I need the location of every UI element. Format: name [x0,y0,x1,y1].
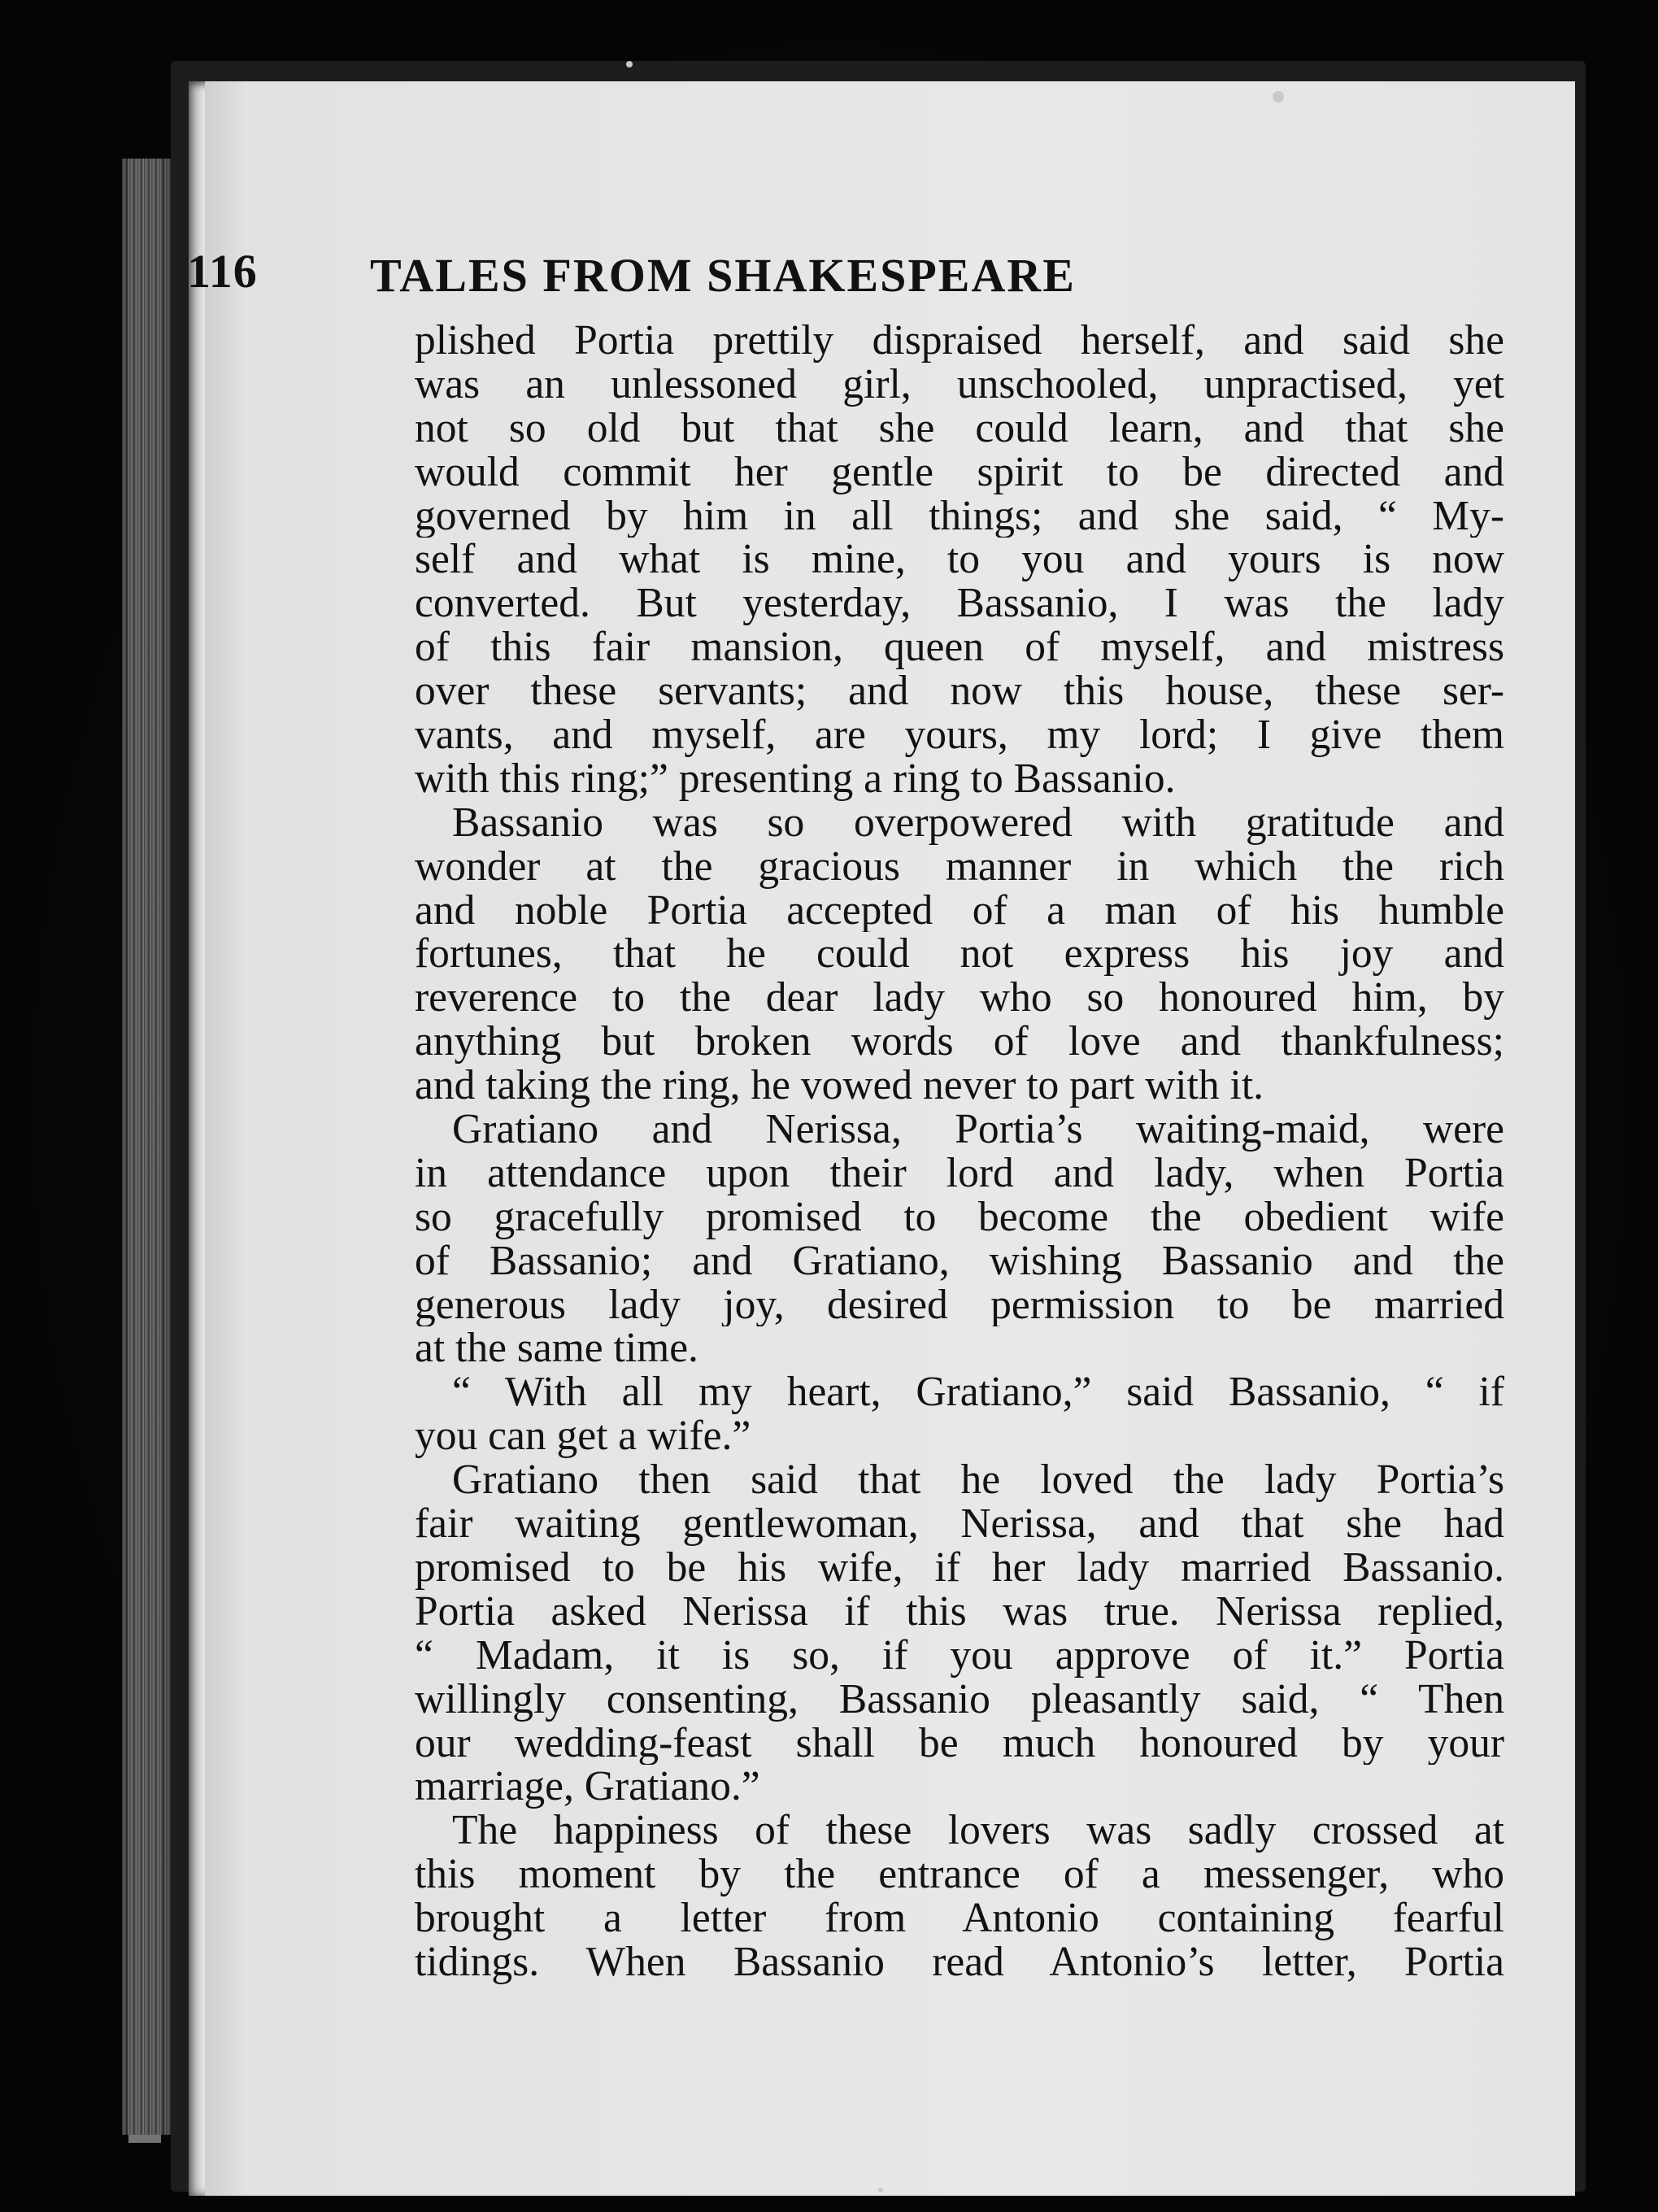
running-head: TALES FROM SHAKESPEARE [370,249,1076,302]
text-line: over these servants; and now this house, these ser- [415,669,1504,714]
text-line: would commit her gentle spirit to be directed and [415,450,1504,494]
text-line: fair waiting gentlewoman, Nerissa, and that she had [415,1502,1504,1546]
text-line: with this ring;” presenting a ring to Bassanio. [415,756,1176,801]
text-line: in attendance upon their lord and lady, when Portia [415,1151,1504,1195]
text-line: Bassanio was so overpowered with gratitude and [452,800,1504,845]
text-line: Gratiano and Nerissa, Portia’s waiting-maid, were [452,1108,1504,1152]
text-line: you can get a wife.” [415,1414,751,1459]
text-line: marriage, Gratiano.” [415,1765,760,1809]
text-line: wonder at the gracious manner in which the rich [415,844,1504,889]
text-line: “ With all my heart, Gratiano,” said Bassanio, “ if [452,1370,1504,1415]
text-line: plished Portia prettily dispraised herself, and said she [415,319,1504,363]
text-line: Portia asked Nerissa if this was true. Nerissa replied, [415,1589,1504,1634]
text-line: reverence to the dear lady who so honoured him, by [415,976,1504,1021]
text-line: fortunes, that he could not express his joy and [415,932,1504,977]
text-line: and taking the ring, he vowed never to part with it. [415,1064,1264,1108]
text-line: at the same time. [415,1326,698,1371]
text-line: and noble Portia accepted of a man of his humble [415,888,1504,933]
page-number: 116 [187,245,258,298]
text-line: so gracefully promised to become the obedient wife [415,1195,1504,1239]
text-line: “ Madam, it is so, if you approve of it.” Portia [415,1633,1504,1678]
text-line: willingly consenting, Bassanio pleasantly said, “ Then [415,1677,1504,1722]
text-line: tidings. When Bassanio read Antonio’s letter, Portia [415,1940,1504,1984]
text-line: governed by him in all things; and she said, “ My- [415,494,1504,538]
text-line: converted. But yesterday, Bassanio, I was the lady [415,581,1504,626]
book-page-edges [122,159,171,2135]
text-line: not so old but that she could learn, and that she [415,406,1504,451]
text-line: vants, and myself, are yours, my lord; I give them [415,713,1504,757]
text-line: promised to be his wife, if her lady married Bassanio. [415,1545,1504,1590]
text-line: Gratiano then said that he loved the lady Portia’s [452,1458,1504,1503]
text-line: this moment by the entrance of a messenger, who [415,1853,1504,1897]
text-line: brought a letter from Antonio containing fearful [415,1896,1504,1940]
text-line: anything but broken words of love and thankfulness; [415,1020,1504,1065]
text-line: our wedding-feast shall be much honoured by your [415,1721,1504,1766]
text-line: self and what is mine, to you and yours is now [415,538,1504,582]
text-line: of this fair mansion, queen of myself, and mistress [415,625,1504,670]
text-line: was an unlessoned girl, unschooled, unpractised, yet [415,362,1504,407]
text-line: generous lady joy, desired permission to be married [415,1282,1504,1327]
body-text [415,319,1504,1984]
text-line: The happiness of these lovers was sadly crossed at [452,1809,1504,1853]
text-line: of Bassanio; and Gratiano, wishing Bassanio and the [415,1239,1504,1283]
